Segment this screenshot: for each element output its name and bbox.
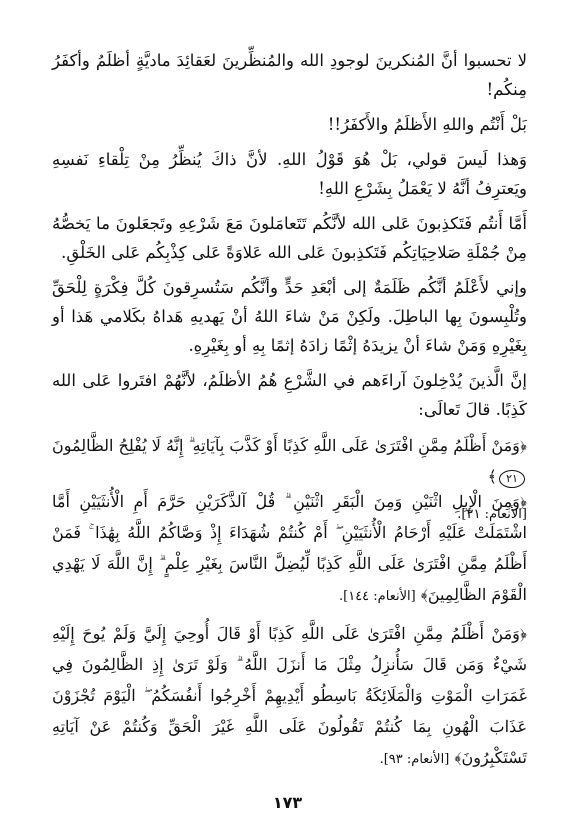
- verse-2-text: ﴿وَمِنَ الْإِبِلِ اثْنَيْنِ وَمِنَ الْبَقَرِ اثْنَيْنِ ۗ قُلْ آلذَّكَرَيْنِ حَرَّمَ أَمِ الْأُنثَيَيْنِ أَمَّا اشْتَمَلَتْ عَلَيْهِ أَرْحَامُ الْأُنثَيَيْنِ ۖ أَمْ كُنتُمْ شُهَدَاءَ إِذْ وَصَّاكُمُ اللَّهُ بِهَٰذَا ۚ فَمَنْ أَظْلَمُ مِمَّنِ افْتَرَىٰ عَلَى اللَّهِ كَذِبًا لِّيُضِلَّ النَّاسَ بِغَيْرِ عِلْمٍ ۗ إِنَّ اللَّهَ لَا يَهْدِي الْقَوْمَ الظَّالِمِينَ﴾: [52, 492, 527, 604]
- paragraph-1: لا تحسبوا أنَّ المُنكرينَ لوجودِ الله والمُنظِّرينَ لعَقائِدَ ماديَّةٍ أظلَمُ وأكفَرُ مِنكُم!: [52, 51, 527, 99]
- main-text: [52, 46, 527, 535]
- surah-reference: [الأنعام: ٩٣].: [379, 752, 450, 767]
- paragraph-2: بَلْ أَنْتُم واللهِ الأَظلَمُ والأَكفَرُ!!: [327, 115, 527, 134]
- surah-reference: [الأنعام: ١٤٤].: [339, 589, 416, 604]
- verse-1: [52, 430, 527, 492]
- paragraph-5: وإني لأَعْلَمُ أنَّكُم ظَلَمَةٌ إلى أبْعَدِ حَدٍّ وأنَّكُم سَتُسرِقونَ كُلَّ فِكْرَةٍ لِلْحَقِّ وتُلْبِسونَ بِها الباطِلَ. ولَكِنْ مَنْ شاءَ اللهُ أنْ يَهديهِ هَداهُ بكَلامي هَذا أو بِغَيْرِهِ وَمَنْ شاءَ أنْ يزيدَهُ إثْمًا زادَهُ إثمًا بِهِ أو بِغَيْرِهِ.: [52, 278, 527, 355]
- verse-3-text: ﴿وَمَنْ أَظْلَمُ مِمَّنِ افْتَرَىٰ عَلَى اللَّهِ كَذِبًا أَوْ قَالَ أُوحِيَ إِلَيَّ وَلَمْ يُوحَ إِلَيْهِ شَيْءٌ وَمَن قَالَ سَأُنزِلُ مِثْلَ مَا أَنزَلَ اللَّهُ ۗ وَلَوْ تَرَىٰ إِذِ الظَّالِمُونَ فِي غَمَرَاتِ الْمَوْتِ وَالْمَلَائِكَةُ بَاسِطُو أَيْدِيهِمْ أَخْرِجُوا أَنفُسَكُمُ ۖ الْيَوْمَ تُجْزَوْنَ عَذَابَ الْهُونِ بِمَا كُنتُمْ تَقُولُونَ عَلَى اللَّهِ غَيْرَ الْحَقِّ وَكُنتُمْ عَنْ آيَاتِهِ تَسْتَكْبِرُونَ﴾: [52, 624, 527, 767]
- ayah-number-marker: ٢١: [499, 470, 525, 488]
- paragraph-3: وَهذا لَيسَ قولي، بَلْ هُوَ قَوْلُ اللهِ. لأنَّ ذاكَ يُنظِّرُ مِنْ تِلْقاءِ نَفسِهِ ويَعترِفُ أنَّهُ لا يَعْمَلُ بِشَرْعِ اللهِ!: [52, 150, 527, 198]
- paragraph-6: إنَّ الَّذينَ يُدْخِلونَ آراءَهم في الشَّرْعِ هُمُ الأظلَمُ، لأنَّهُمْ افتَروا عَلى الله كَذِبًا. قالَ تَعالَى:: [52, 371, 527, 419]
- quran-quotes: [52, 486, 527, 781]
- verse-1-close: ﴾: [487, 467, 497, 486]
- surah-reference: [الأنعام: ٢١].: [457, 507, 527, 522]
- paragraph-4: أَمَّا أَنتُم فَتَكذِبونَ عَلى الله لأنَّكُم تَتَعامَلونَ مَعَ شَرْعِهِ وتَجعَلونَ ما يَخصُّهُ مِنْ جُمْلَةِ صَلاحِيَاتِكُم فَتَكذِبونَ عَلى الله عَلاوَةً عَلى كِذْبِكُم عَلى الخَلْقِ.: [52, 214, 527, 262]
- page-number: ١٧٣: [272, 793, 303, 812]
- verse-3: [52, 618, 527, 775]
- verse-2: [52, 486, 527, 612]
- verse-1-text: ﴿وَمَنْ أَظْلَمُ مِمَّنِ افْتَرَىٰ عَلَى اللَّهِ كَذِبًا أَوْ كَذَّبَ بِآيَاتِهِ ۗ إِنَّهُ لَا يُفْلِحُ الظَّالِمُونَ: [52, 436, 527, 455]
